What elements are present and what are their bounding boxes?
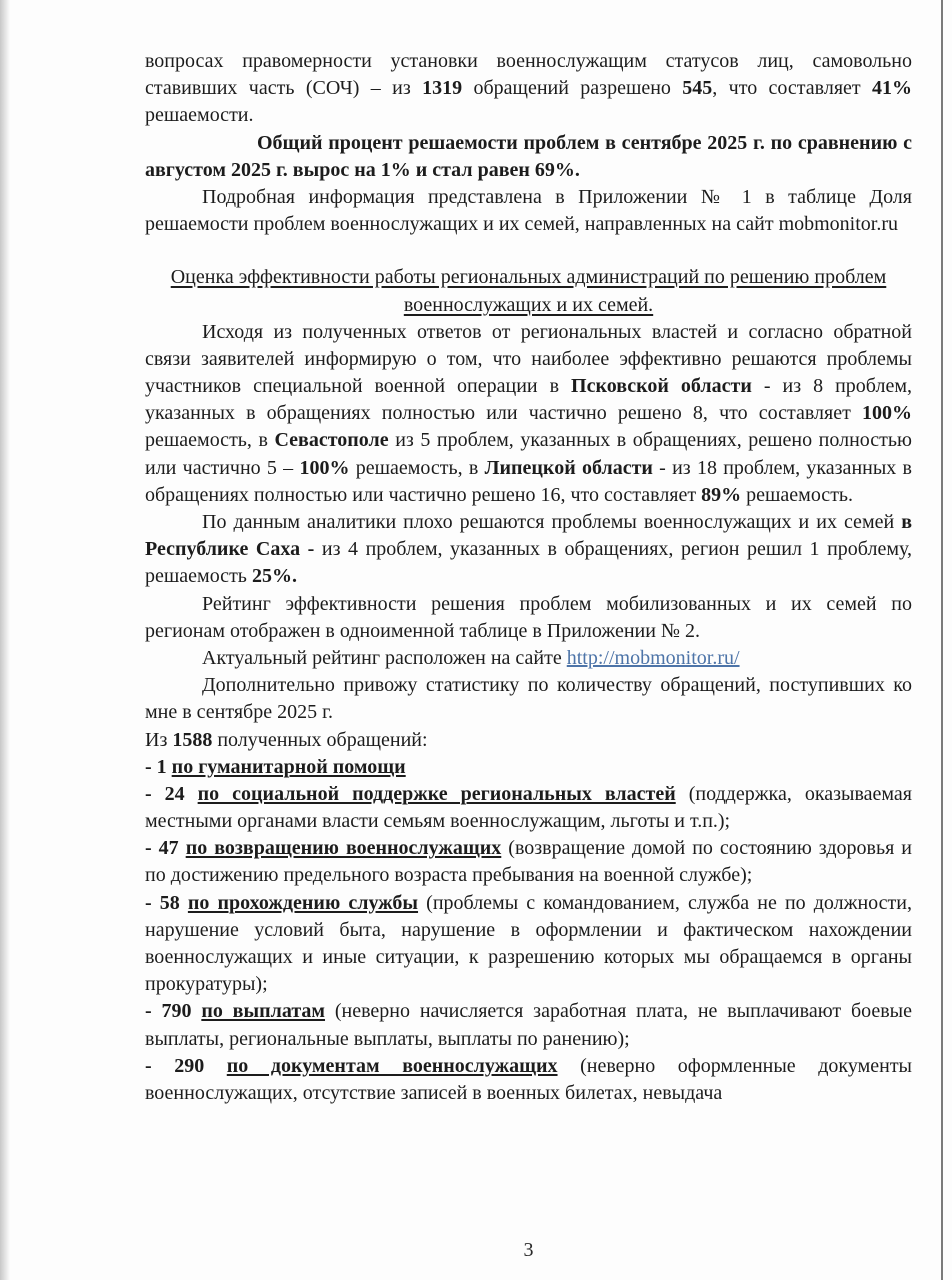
paragraph-poor-performance <box>145 509 912 591</box>
item-category: по документам военнослужащих <box>226 1054 558 1077</box>
text-run: Общий процент решаемости проблем в сентябре 2025 г. по сравнению с августом 2025 г. вырос на 1% и стал равен 69%. <box>145 131 912 181</box>
scan-edge-right <box>941 0 943 1280</box>
item-category: по гуманитарной помощи <box>171 755 406 778</box>
stat-percent-100-sevastopol: 100% <box>299 456 350 479</box>
item-count: - 24 <box>145 782 198 805</box>
text-run: Актуальный рейтинг расположен на сайте <box>202 646 567 669</box>
paragraph-statistics-intro <box>145 672 912 726</box>
stat-percent-89: 89% <box>701 483 742 506</box>
text-run: из 4 проблем, указанных в обращениях, регион решил 1 проблему, решаемость <box>145 538 912 588</box>
item-category: по социальной поддержке региональных властей <box>197 782 676 805</box>
item-description: (проблемы с командованием, служба не по должности, нарушение условий быта, нарушение в оформлении и фактическом нахождении военнослужащих и иные ситуации, к разрешению которых мы обращаемся в органы прокуратуры); <box>145 891 912 996</box>
list-item-return <box>145 835 912 889</box>
document-body <box>145 48 912 1107</box>
paragraph-detail-info <box>145 184 912 238</box>
list-item-documents <box>145 1053 912 1107</box>
item-count: - 47 <box>145 837 186 860</box>
paragraph-rating-table <box>145 591 912 645</box>
list-item-social-support <box>145 781 912 835</box>
list-item-service <box>145 890 912 999</box>
region-lipetsk: Липецкой области <box>484 456 653 479</box>
heading-text: Оценка эффективности работы региональных администраций по решению проблем военнослужащих и их семей. <box>170 266 887 316</box>
region-sakha: в Республике Саха - <box>145 511 912 561</box>
stat-total-1588: 1588 <box>172 728 213 751</box>
paragraph-overall-percent <box>145 130 912 184</box>
text-run: решаемость, в <box>349 456 485 479</box>
text-run: - из 18 проблем, указанных в обращениях полностью или частично решено 16, что составляет <box>145 456 912 506</box>
item-category: по выплатам <box>201 1000 326 1023</box>
text-run: из 5 проблем, указанных в обращениях, решено полностью или частично 5 – <box>145 429 912 479</box>
text-run: Дополнительно привожу статистику по количеству обращений, поступивших ко мне в сентябре 2025 г. <box>145 674 912 724</box>
text-run: полученных обращений: <box>212 728 428 751</box>
mobmonitor-link[interactable]: http://mobmonitor.ru/ <box>566 646 740 669</box>
scan-edge-left <box>0 0 10 1280</box>
text-run: решаемость, в <box>145 429 275 452</box>
stat-percent-25: 25%. <box>251 565 297 588</box>
stat-appeals-1319: 1319 <box>422 77 463 100</box>
page-number: 3 <box>523 1239 534 1261</box>
text-run: Рейтинг эффективности решения проблем мобилизованных и их семей по регионам отображен в одноименной таблице в Приложении № 2. <box>145 592 912 642</box>
text-run: решаемость. <box>741 483 854 506</box>
paragraph-total-appeals <box>145 727 912 754</box>
item-count: - 790 <box>145 1000 202 1023</box>
text-run: По данным аналитики плохо решаются проблемы военнослужащих и их семей <box>202 511 902 533</box>
text-run: Из <box>145 728 173 751</box>
region-sevastopol: Севастополе <box>274 429 389 452</box>
item-description: (поддержка, оказываемая местными органами власти семьям военнослужащим, льготы и т.п.); <box>145 782 912 833</box>
section-heading <box>145 264 912 318</box>
text-run: решаемости. <box>145 104 254 127</box>
stat-percent-41: 41% <box>872 77 913 100</box>
item-description: (неверно начисляется заработная плата, не выплачивают боевые выплаты, региональные выплаты, выплаты по ранению); <box>145 1000 912 1050</box>
list-item-humanitarian <box>145 754 912 781</box>
item-category: по возвращению военнослужащих <box>185 837 502 860</box>
text-run: обращений разрешено <box>462 77 683 100</box>
stat-resolved-545: 545 <box>682 77 713 100</box>
stat-percent-100-pskov: 100% <box>862 402 912 425</box>
text-run: - из 8 проблем, указанных в обращениях полностью или частично решено 8, что составляет <box>145 375 912 425</box>
item-description: (возвращение домой по состоянию здоровья и по достижению предельного возраста пребывания на военной службе); <box>145 837 913 887</box>
paragraph-rating-site <box>145 645 912 672</box>
text-run: вопросах правомерности установки военнослужащим статусов лиц, самовольно ставивших часть (СОЧ) – из <box>145 50 912 100</box>
text-run: Подробная информация представлена в Приложении № 1 в таблице Доля решаемости проблем военнослужащих и их семей, направленных на сайт mobmonitor.ru <box>145 185 912 236</box>
region-pskov: Псковской области <box>571 375 752 398</box>
text-run: Исходя из полученных ответов от региональных властей и согласно обратной связи заявителей информирую о том, что наиболее эффективно решаются проблемы участников специальной военной операции в <box>145 320 912 398</box>
text-run: , что составляет <box>712 77 873 100</box>
item-description: (неверно оформленные документы военнослужащих, отсутствие записей в военных билетах, невыдача <box>145 1054 912 1104</box>
paragraph-soch-stats <box>145 48 912 130</box>
item-category: по прохождению службы <box>187 891 419 914</box>
item-count: - 1 <box>145 755 172 778</box>
item-count: - 290 <box>145 1054 227 1077</box>
list-item-payments <box>145 998 912 1052</box>
paragraph-regional-effectiveness <box>145 319 912 509</box>
item-count: - 58 <box>145 891 188 914</box>
